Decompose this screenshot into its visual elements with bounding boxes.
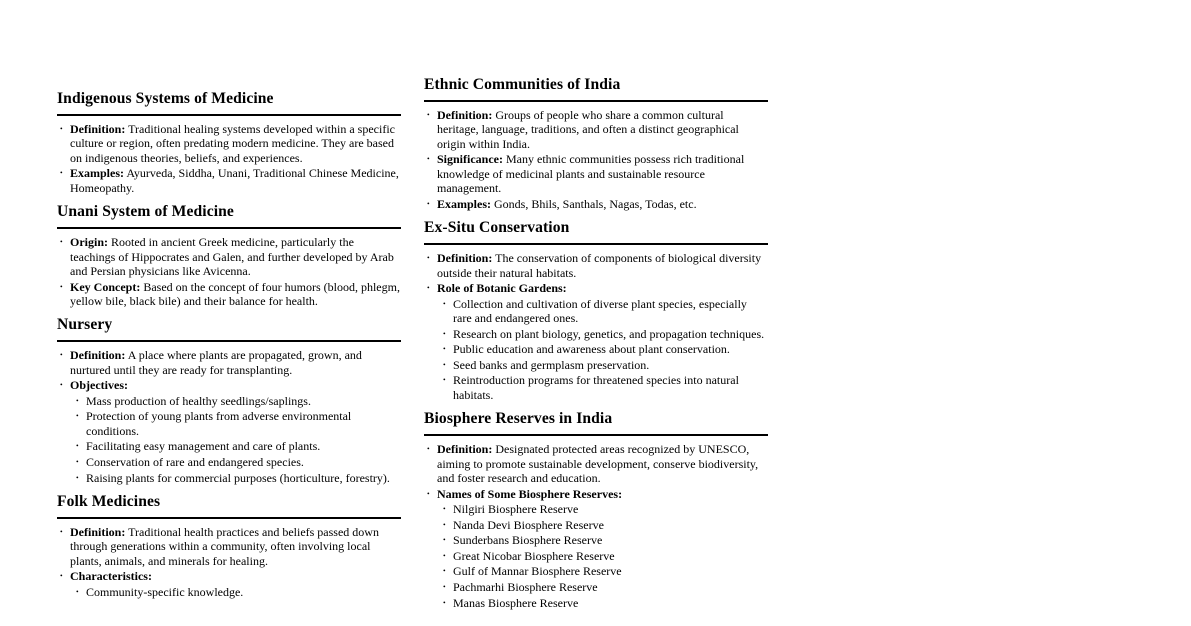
bullet-icon: • [427,488,430,498]
list-item [60,235,401,279]
list-item-body: Traditional healing systems developed within a specific culture or region, often predating modern medicine. They are based on indigenous theories, beliefs, and experiences. [70,122,395,165]
list-item [427,152,768,196]
document-section [57,90,401,195]
list-item-text [70,166,399,194]
list-item-text: Reintroduction programs for threatened species into natural habitats. [453,373,739,402]
list-item [443,595,768,610]
bullet-icon: • [60,571,63,581]
list-item-text: Mass production of healthy seedlings/saplings. [86,393,311,408]
section-list [424,251,768,402]
list-item [60,279,401,309]
list-item-body: The conservation of components of biological diversity outside their natural habitats. [437,251,762,280]
list-item-text [437,197,697,211]
list-item-body: Gonds, Bhils, Santhals, Nagas, Todas, etc. [494,196,697,211]
bullet-icon: • [443,519,446,529]
list-item-label: Origin: [70,235,108,250]
section-list [424,108,768,211]
list-item [427,251,768,280]
section-title: Indigenous Systems of Medicine [57,90,401,116]
section-list [424,442,768,610]
bullet-icon: • [443,328,446,338]
sub-list [437,502,768,610]
list-item [427,108,768,151]
section-list [57,122,401,195]
list-item-body: Ayurveda, Siddha, Unani, Traditional Chinese Medicine, Homeopathy. [70,166,399,195]
list-item-body: Rooted in ancient Greek medicine, particularly the teachings of Hippocrates and Galen, and further developed by Arab and Persian physicians like Avicenna. [70,235,394,279]
list-item-text: Manas Biosphere Reserve [453,595,579,610]
document-section [57,203,401,308]
document-column-right [424,76,768,618]
sub-list [437,297,768,403]
list-item-label: Definition: [70,348,126,363]
list-item-text [70,525,379,568]
bullet-icon: • [443,566,446,576]
list-item [443,373,768,402]
list-item-body: A place where plants are propagated, grown, and nurtured until they are ready for transplanting. [70,348,362,377]
list-item-body: Based on the concept of four humors (blood, phlegm, yellow bile, black bile) and their balance for health. [70,279,400,309]
section-list [57,348,401,485]
sub-list [70,585,401,599]
list-item-text: Seed banks and germplasm preservation. [453,357,650,372]
list-item-text: Collection and cultivation of diverse plant species, especially rare and endangered ones. [453,296,747,326]
list-item [76,455,401,470]
list-item-label: Definition: [437,251,493,266]
list-item-text: Raising plants for commercial purposes (horticulture, forestry). [86,470,390,485]
list-item [443,564,768,579]
list-item-text [437,487,622,501]
document-section [424,76,768,211]
list-item-text: Community-specific knowledge. [86,584,244,599]
list-item [76,409,401,438]
list-item-text [437,108,739,151]
section-title: Biosphere Reserves in India [424,410,768,436]
document-section [57,316,401,485]
list-item-label: Role of Botanic Gardens: [437,281,567,296]
list-item-text [70,569,152,583]
bullet-icon: • [76,441,79,451]
list-item-text [437,251,761,279]
section-title: Ethnic Communities of India [424,76,768,102]
list-item-label: Definition: [70,122,126,136]
bullet-icon: • [427,154,430,164]
list-item-body: Designated protected areas recognized by UNESCO, aiming to promote sustainable development, conserve biodiversity, and foster research and education. [437,442,759,486]
list-item [60,569,401,599]
bullet-icon: • [443,359,446,369]
bullet-icon: • [443,535,446,545]
list-item [443,296,768,326]
bullet-icon: • [60,168,63,178]
document-section [424,410,768,610]
list-item-label: Key Concept: [70,279,141,294]
list-item [76,470,401,485]
list-item [60,348,401,377]
list-item [443,502,768,517]
list-item-text: Nilgiri Biosphere Reserve [453,502,579,517]
bullet-icon: • [76,411,79,421]
list-item-label: Definition: [437,442,493,457]
bullet-icon: • [60,380,63,390]
list-item-text [437,152,744,195]
bullet-icon: • [443,375,446,385]
list-item-text [437,281,567,295]
list-item [60,525,401,568]
list-item-label: Names of Some Biosphere Reserves: [437,486,623,501]
list-item-text: Protection of young plants from adverse environmental conditions. [86,409,352,438]
list-item [443,326,768,341]
bullet-icon: • [443,504,446,514]
list-item-label: Characteristics: [70,569,152,584]
list-item [60,378,401,485]
list-item-text [70,378,128,392]
bullet-icon: • [427,283,430,293]
list-item-label: Definition: [437,108,493,122]
list-item [443,357,768,372]
bullet-icon: • [443,344,446,354]
list-item [427,486,768,610]
section-title: Unani System of Medicine [57,203,401,229]
bullet-icon: • [60,237,63,247]
document-column-left [57,90,401,607]
list-item [427,281,768,402]
list-item-text [70,235,394,278]
bullet-icon: • [76,395,79,405]
bullet-icon: • [60,281,63,291]
document-section [424,219,768,402]
bullet-icon: • [427,444,430,454]
bullet-icon: • [443,597,446,607]
list-item-label: Examples: [70,166,124,181]
list-item-label: Examples: [437,196,491,211]
list-item [76,393,401,408]
list-item-text: Pachmarhi Biosphere Reserve [453,580,598,594]
list-item-label: Definition: [70,525,126,540]
list-item-body: Many ethnic communities possess rich traditional knowledge of medicinal plants and sustainable resource management. [437,152,745,196]
list-item-text: Sunderbans Biosphere Reserve [453,533,603,548]
list-item [443,580,768,594]
document-section [57,493,401,599]
list-item-text [437,442,758,485]
section-title: Ex-Situ Conservation [424,219,768,245]
sub-list [70,394,401,485]
list-item-body: Groups of people who share a common cultural heritage, language, traditions, and often a distinct geographical origin within India. [437,108,739,151]
bullet-icon: • [443,550,446,560]
list-item [443,548,768,563]
list-item-text: Nanda Devi Biosphere Reserve [453,517,604,532]
list-item [60,122,401,165]
bullet-icon: • [60,527,63,537]
list-item [60,166,401,195]
bullet-icon: • [76,472,79,482]
list-item-text [70,280,400,308]
list-item-body: Traditional health practices and beliefs passed down through generations within a community, often involving local plants, animals, and minerals for healing. [70,525,379,568]
bullet-icon: • [60,350,63,360]
list-item-label: Objectives: [70,378,128,393]
section-title: Folk Medicines [57,493,401,519]
bullet-icon: • [76,457,79,467]
bullet-icon: • [427,253,430,263]
bullet-icon: • [427,198,430,208]
list-item [427,442,768,486]
bullet-icon: • [60,124,63,133]
list-item-label: Significance: [437,152,503,167]
list-item-text: Public education and awareness about plant conservation. [453,342,730,357]
bullet-icon: • [427,110,430,119]
list-item-text: Gulf of Mannar Biosphere Reserve [453,564,622,579]
list-item [427,196,768,211]
bullet-icon: • [76,586,79,596]
section-list [57,525,401,599]
section-title: Nursery [57,316,401,342]
bullet-icon: • [443,298,446,308]
list-item-text: Conservation of rare and endangered species. [86,455,304,470]
list-item [443,533,768,548]
list-item-text: Great Nicobar Biosphere Reserve [453,548,615,563]
list-item [76,439,401,454]
list-item [76,584,401,599]
section-list [57,235,401,308]
list-item [443,517,768,532]
list-item-text [70,122,395,165]
list-item [443,342,768,357]
bullet-icon: • [443,582,446,591]
list-item-text [70,348,362,376]
list-item-text: Facilitating easy management and care of plants. [86,439,321,454]
list-item-text: Research on plant biology, genetics, and propagation techniques. [453,326,765,341]
